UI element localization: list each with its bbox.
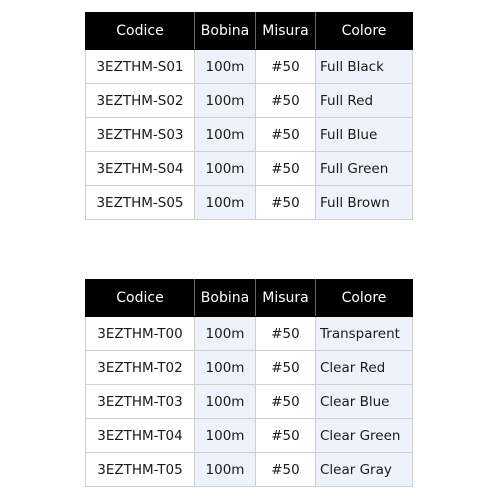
cell-spool: 100m [195,186,256,220]
table-row [86,118,413,152]
header-row [86,280,413,317]
table-row [86,84,413,118]
table-row [86,419,413,453]
cell-size: #50 [256,50,316,84]
product-table-t [85,279,413,487]
cell-spool: 100m [195,419,256,453]
cell-code: 3EZTHM-S04 [86,152,195,186]
cell-spool: 100m [195,453,256,487]
table-body [86,50,413,220]
cell-size: #50 [256,118,316,152]
header-size: Misura [256,13,316,50]
cell-color: Full Red [316,84,413,118]
header-spool: Bobina [195,13,256,50]
table-row [86,385,413,419]
table-header [86,13,413,50]
cell-color: Full Blue [316,118,413,152]
cell-spool: 100m [195,84,256,118]
cell-spool: 100m [195,317,256,351]
header-size: Misura [256,280,316,317]
cell-code: 3EZTHM-T00 [86,317,195,351]
cell-size: #50 [256,84,316,118]
cell-spool: 100m [195,385,256,419]
cell-size: #50 [256,385,316,419]
header-code: Codice [86,13,195,50]
cell-size: #50 [256,186,316,220]
cell-size: #50 [256,317,316,351]
cell-color: Full Brown [316,186,413,220]
cell-code: 3EZTHM-T04 [86,419,195,453]
cell-spool: 100m [195,118,256,152]
cell-color: Full Black [316,50,413,84]
cell-spool: 100m [195,351,256,385]
header-code: Codice [86,280,195,317]
cell-color: Clear Green [316,419,413,453]
cell-code: 3EZTHM-S03 [86,118,195,152]
product-table-s [85,12,413,220]
cell-code: 3EZTHM-S01 [86,50,195,84]
cell-spool: 100m [195,152,256,186]
cell-color: Clear Gray [316,453,413,487]
table-row [86,317,413,351]
table-row [86,453,413,487]
table-row [86,351,413,385]
cell-code: 3EZTHM-T02 [86,351,195,385]
cell-color: Transparent [316,317,413,351]
header-row [86,13,413,50]
table-row [86,50,413,84]
table-body [86,317,413,487]
cell-color: Clear Blue [316,385,413,419]
cell-code: 3EZTHM-S05 [86,186,195,220]
header-color: Colore [316,13,413,50]
cell-color: Clear Red [316,351,413,385]
header-spool: Bobina [195,280,256,317]
cell-size: #50 [256,351,316,385]
cell-color: Full Green [316,152,413,186]
cell-size: #50 [256,453,316,487]
table-row [86,152,413,186]
table-row [86,186,413,220]
table-header [86,280,413,317]
cell-spool: 100m [195,50,256,84]
cell-code: 3EZTHM-T03 [86,385,195,419]
cell-size: #50 [256,419,316,453]
header-color: Colore [316,280,413,317]
cell-code: 3EZTHM-T05 [86,453,195,487]
cell-size: #50 [256,152,316,186]
cell-code: 3EZTHM-S02 [86,84,195,118]
